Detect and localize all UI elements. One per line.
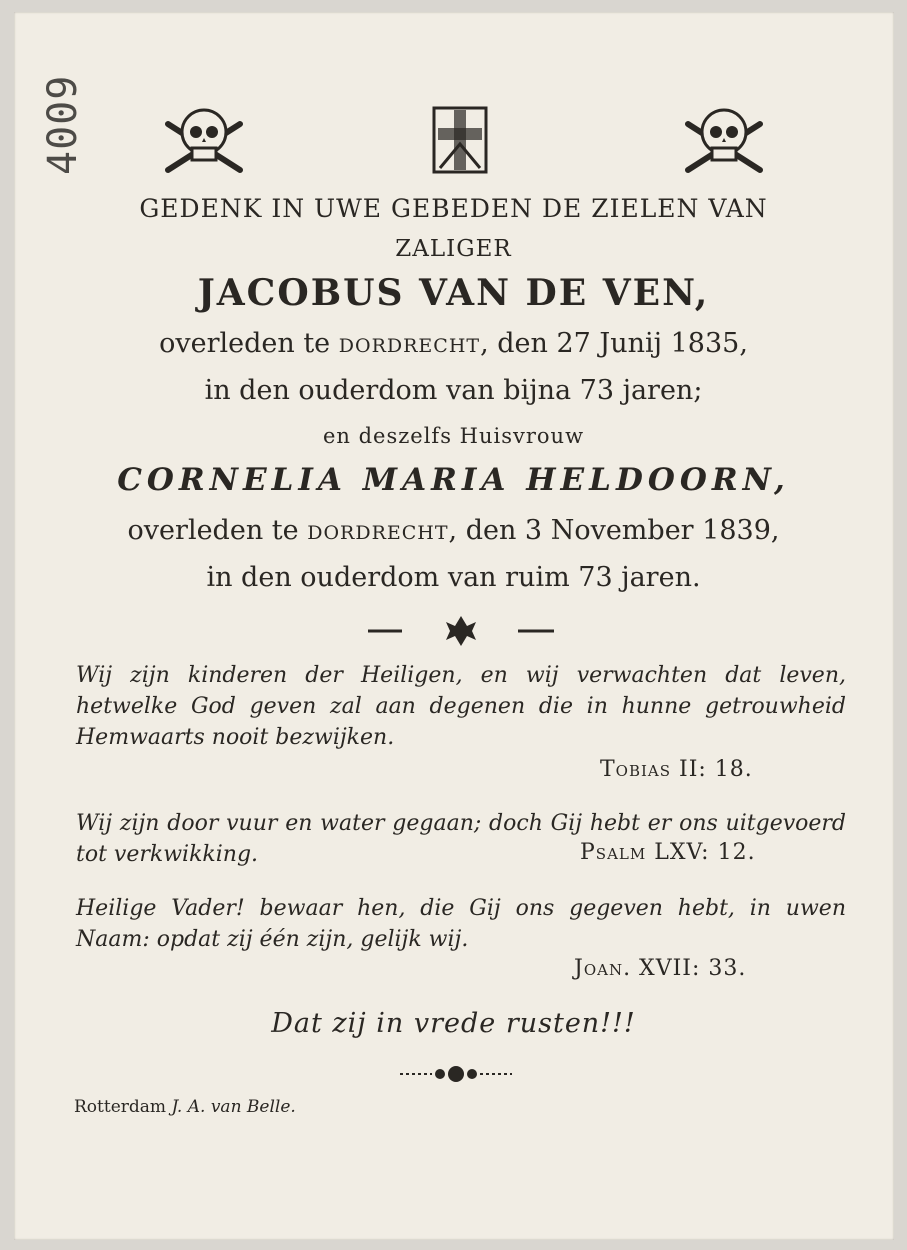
verse-3: Heilige Vader! bewaar hen, die Gij ons gegeven hebt, in uwen Naam: opdat zij één zijn, gelijk wij.	[76, 896, 846, 952]
verse-2-reference: Psalm LXV: 12.	[580, 840, 756, 865]
cross-divider-icon	[366, 614, 556, 648]
skull-crossbones-right-icon	[682, 104, 766, 176]
person1-name: JACOBUS VAN DE VEN,	[197, 272, 710, 314]
person1-death-place: dordrecht	[338, 328, 481, 359]
title-word: ZALIGER	[395, 236, 512, 262]
person2-death-date: , den 3 November 1839,	[448, 515, 780, 546]
person2-death-line	[0, 515, 907, 546]
imprint-printer: J. A. van Belle.	[171, 1097, 296, 1117]
verse-1: Wij zijn kinderen der Heiligen, en wij verwachten dat leven, hetwelke God geven zal aan degenen die in hunne getrouwheid Hemwaarts nooit bezwijken.	[76, 663, 846, 750]
person1-age-line: in den ouderdom van bijna 73 jaren;	[204, 375, 703, 406]
floral-ornament-icon	[396, 1062, 516, 1086]
remembrance-line: GEDENK IN UWE GEBEDEN DE ZIELEN VAN	[139, 194, 768, 223]
closing-line: Dat zij in vrede rusten!!!	[271, 1008, 636, 1039]
person2-death-prefix: overleden te	[127, 515, 299, 546]
skull-crossbones-left-icon	[162, 104, 246, 176]
person2-name: CORNELIA MARIA HELDOORN,	[117, 462, 790, 498]
handwritten-catalog-number: 4009	[40, 74, 86, 175]
person1-death-line	[0, 328, 907, 359]
imprint-city: Rotterdam	[74, 1097, 167, 1117]
verse-3-reference: Joan. XVII: 33.	[574, 956, 747, 981]
spouse-line: en deszelfs Huisvrouw	[322, 424, 585, 448]
person1-death-date: , den 27 Junij 1835,	[480, 328, 748, 359]
person2-death-place: dordrecht	[307, 515, 449, 546]
person2-age-line: in den ouderdom van ruim 73 jaren.	[206, 562, 701, 593]
printer-imprint	[74, 1097, 296, 1117]
person1-death-prefix: overleden te	[159, 328, 331, 359]
verse-2: Wij zijn door vuur en water gegaan; doch Gij hebt er ons uitgevoerd tot verkwikking.	[76, 811, 846, 867]
verse-1-reference: Tobias II: 18.	[600, 757, 753, 782]
cross-monogram-icon	[430, 104, 490, 176]
